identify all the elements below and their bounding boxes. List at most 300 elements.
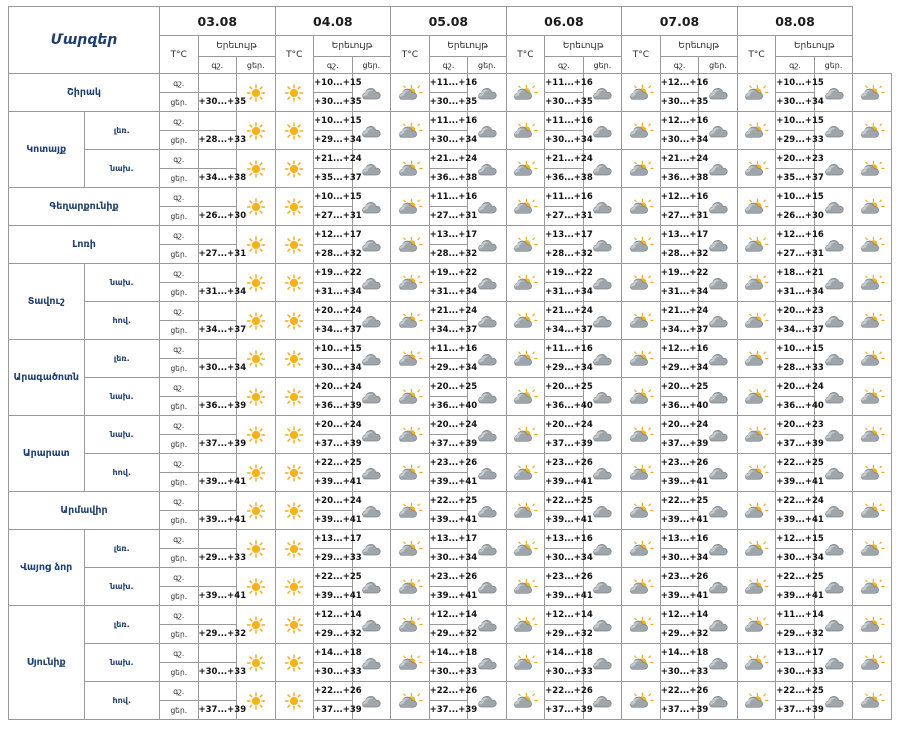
night-col-header-3: գշ. bbox=[545, 57, 584, 74]
day-weather-icon bbox=[737, 188, 776, 226]
day-label-cell: ցեր. bbox=[160, 549, 199, 568]
table-row bbox=[9, 226, 892, 245]
table-header bbox=[9, 7, 892, 74]
temperature-cell bbox=[198, 74, 237, 93]
temperature-cell: +29...+32 bbox=[545, 625, 584, 644]
day-weather-icon bbox=[622, 606, 661, 644]
temperature-cell: +39...+41 bbox=[545, 473, 584, 492]
temperature-cell: +22...+26 bbox=[660, 682, 699, 701]
temp-col-header-4: T°C bbox=[622, 36, 661, 74]
temperature-cell: +37...+39 bbox=[429, 701, 468, 720]
zone-name-cell: նախ. bbox=[84, 378, 160, 416]
temperature-cell: +29...+34 bbox=[429, 359, 468, 378]
zone-name-cell: հով. bbox=[84, 682, 160, 720]
temperature-cell: +37...+39 bbox=[198, 435, 237, 454]
day-weather-icon bbox=[275, 340, 314, 378]
day-weather-icon bbox=[737, 416, 776, 454]
day-weather-icon bbox=[275, 264, 314, 302]
night-label-cell: գշ. bbox=[160, 226, 199, 245]
day-weather-icon bbox=[737, 568, 776, 606]
table-row bbox=[9, 188, 892, 207]
temperature-cell: +10...+15 bbox=[314, 188, 353, 207]
temperature-cell: +12...+17 bbox=[314, 226, 353, 245]
day-weather-icon bbox=[622, 74, 661, 112]
day-weather-icon bbox=[853, 644, 892, 682]
day-label-cell: ցեր. bbox=[160, 283, 199, 302]
temperature-cell: +11...+16 bbox=[429, 112, 468, 131]
day-weather-icon bbox=[506, 606, 545, 644]
day-weather-icon bbox=[506, 530, 545, 568]
temperature-cell: +29...+32 bbox=[776, 625, 815, 644]
temperature-cell: +31...+34 bbox=[660, 283, 699, 302]
temperature-cell: +11...+16 bbox=[429, 340, 468, 359]
day-weather-icon bbox=[622, 454, 661, 492]
temperature-cell: +30...+35 bbox=[198, 93, 237, 112]
day-label-cell: ցեր. bbox=[160, 473, 199, 492]
temperature-cell: +10...+15 bbox=[314, 340, 353, 359]
day-weather-icon bbox=[506, 150, 545, 188]
temp-col-header-0: T°C bbox=[160, 36, 199, 74]
temperature-cell: +27...+31 bbox=[776, 245, 815, 264]
region-name-cell: Լոռի bbox=[9, 226, 160, 264]
day-label-cell: ցեր. bbox=[160, 169, 199, 188]
temperature-cell: +12...+14 bbox=[314, 606, 353, 625]
temperature-cell: +39...+41 bbox=[776, 587, 815, 606]
region-name-cell: Արագածոտն bbox=[9, 340, 85, 416]
day-weather-icon bbox=[737, 340, 776, 378]
temperature-cell bbox=[198, 150, 237, 169]
temperature-cell: +29...+33 bbox=[776, 131, 815, 150]
day-weather-icon bbox=[391, 112, 430, 150]
temperature-cell bbox=[198, 682, 237, 701]
table-row bbox=[9, 454, 892, 473]
temperature-cell: +12...+15 bbox=[776, 530, 815, 549]
temperature-cell: +37...+39 bbox=[545, 435, 584, 454]
zone-name-cell: լեռ. bbox=[84, 606, 160, 644]
temperature-cell: +30...+33 bbox=[660, 663, 699, 682]
temperature-cell: +22...+26 bbox=[314, 682, 353, 701]
temperature-cell: +39...+41 bbox=[545, 587, 584, 606]
temperature-cell: +21...+24 bbox=[660, 302, 699, 321]
temperature-cell bbox=[198, 644, 237, 663]
temperature-cell: +21...+24 bbox=[429, 150, 468, 169]
temperature-cell: +37...+39 bbox=[314, 701, 353, 720]
day-weather-icon bbox=[391, 606, 430, 644]
night-col-header-1: գշ. bbox=[314, 57, 353, 74]
temperature-cell: +23...+26 bbox=[545, 568, 584, 587]
night-label-cell: գշ. bbox=[160, 606, 199, 625]
date-header-3: 06.08 bbox=[506, 7, 622, 36]
temperature-cell bbox=[198, 188, 237, 207]
temperature-cell: +23...+26 bbox=[429, 454, 468, 473]
temperature-cell: +20...+25 bbox=[545, 378, 584, 397]
temperature-cell: +29...+32 bbox=[429, 625, 468, 644]
day-col-header-0: ցեր. bbox=[237, 57, 276, 74]
temperature-cell: +34...+37 bbox=[198, 321, 237, 340]
day-weather-icon bbox=[622, 340, 661, 378]
temperature-cell: +14...+18 bbox=[429, 644, 468, 663]
day-weather-icon bbox=[391, 226, 430, 264]
temperature-cell: +30...+34 bbox=[776, 549, 815, 568]
day-weather-icon bbox=[853, 74, 892, 112]
temperature-cell: +22...+24 bbox=[776, 492, 815, 511]
temperature-cell: +30...+34 bbox=[429, 131, 468, 150]
temperature-cell: +31...+34 bbox=[776, 283, 815, 302]
day-weather-icon bbox=[737, 226, 776, 264]
table-row bbox=[9, 568, 892, 587]
day-weather-icon bbox=[622, 112, 661, 150]
temperature-cell: +26...+30 bbox=[198, 207, 237, 226]
night-label-cell: գշ. bbox=[160, 492, 199, 511]
day-label-cell: ցեր. bbox=[160, 625, 199, 644]
temperature-cell: +20...+24 bbox=[429, 416, 468, 435]
sky-col-header-4: Երեւույթ bbox=[660, 36, 737, 57]
temperature-cell: +37...+39 bbox=[429, 435, 468, 454]
temperature-cell: +36...+40 bbox=[776, 397, 815, 416]
temperature-cell: +30...+35 bbox=[660, 93, 699, 112]
temperature-cell: +30...+35 bbox=[545, 93, 584, 112]
temperature-cell: +13...+17 bbox=[660, 226, 699, 245]
day-label-cell: ցեր. bbox=[160, 587, 199, 606]
day-weather-icon bbox=[622, 150, 661, 188]
day-weather-icon bbox=[853, 264, 892, 302]
temperature-cell: +11...+14 bbox=[776, 606, 815, 625]
day-weather-icon bbox=[275, 644, 314, 682]
zone-name-cell: լեռ. bbox=[84, 112, 160, 150]
day-weather-icon bbox=[853, 112, 892, 150]
temperature-cell: +10...+15 bbox=[776, 112, 815, 131]
day-weather-icon bbox=[853, 568, 892, 606]
temperature-cell: +39...+41 bbox=[314, 473, 353, 492]
temperature-cell: +30...+33 bbox=[314, 663, 353, 682]
temperature-cell: +29...+34 bbox=[660, 359, 699, 378]
temperature-cell: +35...+37 bbox=[776, 169, 815, 188]
night-label-cell: գշ. bbox=[160, 302, 199, 321]
temperature-cell: +37...+39 bbox=[776, 701, 815, 720]
temperature-cell: +12...+16 bbox=[660, 74, 699, 93]
day-weather-icon bbox=[853, 302, 892, 340]
zone-name-cell: հով. bbox=[84, 302, 160, 340]
header-row-dates bbox=[9, 7, 892, 36]
zone-name-cell: նախ. bbox=[84, 416, 160, 454]
day-weather-icon bbox=[737, 378, 776, 416]
temperature-cell: +30...+33 bbox=[429, 663, 468, 682]
day-weather-icon bbox=[391, 302, 430, 340]
temperature-cell: +20...+24 bbox=[660, 416, 699, 435]
day-weather-icon bbox=[737, 644, 776, 682]
table-row bbox=[9, 112, 892, 131]
day-label-cell: ցեր. bbox=[160, 93, 199, 112]
temperature-cell: +37...+39 bbox=[545, 701, 584, 720]
temperature-cell: +10...+15 bbox=[314, 112, 353, 131]
temperature-cell: +28...+32 bbox=[429, 245, 468, 264]
day-weather-icon bbox=[275, 112, 314, 150]
night-label-cell: գշ. bbox=[160, 340, 199, 359]
temperature-cell: +28...+32 bbox=[314, 245, 353, 264]
day-label-cell: ցեր. bbox=[160, 397, 199, 416]
sky-col-header-2: Երեւույթ bbox=[429, 36, 506, 57]
temperature-cell: +10...+15 bbox=[776, 340, 815, 359]
temperature-cell: +28...+32 bbox=[545, 245, 584, 264]
temperature-cell: +39...+41 bbox=[660, 473, 699, 492]
temperature-cell: +19...+22 bbox=[314, 264, 353, 283]
temperature-cell: +22...+25 bbox=[776, 454, 815, 473]
temperature-cell: +21...+24 bbox=[660, 150, 699, 169]
night-label-cell: գշ. bbox=[160, 150, 199, 169]
temperature-cell: +29...+33 bbox=[314, 549, 353, 568]
temperature-cell: +27...+31 bbox=[429, 207, 468, 226]
temperature-cell: +19...+22 bbox=[545, 264, 584, 283]
temp-col-header-2: T°C bbox=[391, 36, 430, 74]
temperature-cell: +11...+16 bbox=[545, 188, 584, 207]
day-weather-icon bbox=[737, 682, 776, 720]
night-col-header-2: գշ. bbox=[429, 57, 468, 74]
day-label-cell: ցեր. bbox=[160, 321, 199, 340]
day-weather-icon bbox=[275, 416, 314, 454]
temperature-cell: +12...+14 bbox=[545, 606, 584, 625]
day-weather-icon bbox=[737, 606, 776, 644]
day-col-header-3: ցեր. bbox=[583, 57, 622, 74]
temperature-cell bbox=[198, 454, 237, 473]
temperature-cell: +36...+40 bbox=[429, 397, 468, 416]
temperature-cell: +20...+24 bbox=[545, 416, 584, 435]
day-weather-icon bbox=[853, 226, 892, 264]
temperature-cell: +30...+33 bbox=[198, 663, 237, 682]
temperature-cell: +13...+16 bbox=[660, 530, 699, 549]
day-weather-icon bbox=[391, 264, 430, 302]
day-weather-icon bbox=[506, 378, 545, 416]
temperature-cell: +27...+31 bbox=[660, 207, 699, 226]
temperature-cell: +12...+14 bbox=[660, 606, 699, 625]
temperature-cell: +22...+25 bbox=[429, 492, 468, 511]
temperature-cell: +20...+24 bbox=[776, 378, 815, 397]
temperature-cell: +20...+23 bbox=[776, 150, 815, 169]
region-name-cell: Սյունիք bbox=[9, 606, 85, 720]
day-weather-icon bbox=[275, 74, 314, 112]
temperature-cell bbox=[198, 416, 237, 435]
temperature-cell: +36...+40 bbox=[660, 397, 699, 416]
day-weather-icon bbox=[737, 264, 776, 302]
temperature-cell: +39...+41 bbox=[429, 511, 468, 530]
temperature-cell: +34...+37 bbox=[545, 321, 584, 340]
date-header-2: 05.08 bbox=[391, 7, 507, 36]
temperature-cell: +39...+41 bbox=[545, 511, 584, 530]
temperature-cell: +29...+33 bbox=[198, 549, 237, 568]
temperature-cell: +30...+34 bbox=[776, 93, 815, 112]
day-weather-icon bbox=[391, 492, 430, 530]
temp-col-header-3: T°C bbox=[506, 36, 545, 74]
temperature-cell: +14...+18 bbox=[314, 644, 353, 663]
day-weather-icon bbox=[853, 454, 892, 492]
temperature-cell: +22...+26 bbox=[545, 682, 584, 701]
day-weather-icon bbox=[622, 226, 661, 264]
sky-col-header-5: Երեւույթ bbox=[776, 36, 853, 57]
day-weather-icon bbox=[622, 416, 661, 454]
temperature-cell: +28...+33 bbox=[198, 131, 237, 150]
table-row bbox=[9, 340, 892, 359]
day-weather-icon bbox=[622, 264, 661, 302]
zone-name-cell: նախ. bbox=[84, 644, 160, 682]
night-col-header-4: գշ. bbox=[660, 57, 699, 74]
temperature-cell: +39...+41 bbox=[198, 473, 237, 492]
night-label-cell: գշ. bbox=[160, 112, 199, 131]
day-col-header-1: ցեր. bbox=[352, 57, 391, 74]
day-label-cell: ցեր. bbox=[160, 207, 199, 226]
temperature-cell: +37...+39 bbox=[314, 435, 353, 454]
day-weather-icon bbox=[391, 378, 430, 416]
day-weather-icon bbox=[737, 454, 776, 492]
temperature-cell: +11...+16 bbox=[429, 188, 468, 207]
temperature-cell: +13...+16 bbox=[545, 530, 584, 549]
night-label-cell: գշ. bbox=[160, 416, 199, 435]
day-weather-icon bbox=[506, 416, 545, 454]
day-col-header-5: ցեր. bbox=[814, 57, 853, 74]
temperature-cell: +39...+41 bbox=[429, 473, 468, 492]
table-row bbox=[9, 416, 892, 435]
night-label-cell: գշ. bbox=[160, 74, 199, 93]
temperature-cell: +39...+41 bbox=[198, 587, 237, 606]
day-weather-icon bbox=[506, 682, 545, 720]
day-weather-icon bbox=[275, 378, 314, 416]
temperature-cell: +13...+17 bbox=[429, 530, 468, 549]
day-weather-icon bbox=[622, 530, 661, 568]
temperature-cell: +29...+34 bbox=[545, 359, 584, 378]
date-header-5: 08.08 bbox=[737, 7, 853, 36]
date-header-4: 07.08 bbox=[622, 7, 738, 36]
table-row bbox=[9, 606, 892, 625]
night-label-cell: գշ. bbox=[160, 682, 199, 701]
temperature-cell bbox=[198, 568, 237, 587]
table-body bbox=[9, 74, 892, 720]
day-weather-icon bbox=[391, 74, 430, 112]
day-weather-icon bbox=[391, 416, 430, 454]
temperature-cell: +26...+30 bbox=[776, 207, 815, 226]
temperature-cell: +39...+41 bbox=[660, 587, 699, 606]
temperature-cell: +14...+18 bbox=[545, 644, 584, 663]
temperature-cell: +11...+16 bbox=[429, 74, 468, 93]
temperature-cell: +29...+34 bbox=[314, 131, 353, 150]
temperature-cell bbox=[198, 530, 237, 549]
day-weather-icon bbox=[853, 530, 892, 568]
temperature-cell: +34...+37 bbox=[660, 321, 699, 340]
day-weather-icon bbox=[506, 264, 545, 302]
day-weather-icon bbox=[506, 112, 545, 150]
table-row bbox=[9, 492, 892, 511]
temperature-cell: +36...+40 bbox=[545, 397, 584, 416]
temperature-cell: +20...+24 bbox=[314, 492, 353, 511]
temperature-cell: +29...+32 bbox=[198, 625, 237, 644]
day-weather-icon bbox=[506, 302, 545, 340]
day-weather-icon bbox=[737, 492, 776, 530]
temperature-cell bbox=[198, 340, 237, 359]
day-weather-icon bbox=[275, 568, 314, 606]
day-weather-icon bbox=[275, 150, 314, 188]
temperature-cell: +28...+32 bbox=[660, 245, 699, 264]
temperature-cell: +39...+41 bbox=[314, 511, 353, 530]
temperature-cell: +23...+26 bbox=[660, 568, 699, 587]
day-weather-icon bbox=[737, 302, 776, 340]
temperature-cell: +21...+24 bbox=[545, 150, 584, 169]
temperature-cell: +31...+34 bbox=[545, 283, 584, 302]
temperature-cell: +28...+33 bbox=[776, 359, 815, 378]
temperature-cell: +35...+37 bbox=[314, 169, 353, 188]
temperature-cell: +19...+22 bbox=[660, 264, 699, 283]
temperature-cell: +29...+32 bbox=[314, 625, 353, 644]
region-name-cell: Կոտայք bbox=[9, 112, 85, 188]
day-weather-icon bbox=[853, 188, 892, 226]
night-label-cell: գշ. bbox=[160, 454, 199, 473]
day-weather-icon bbox=[275, 188, 314, 226]
temperature-cell: +11...+16 bbox=[545, 74, 584, 93]
temperature-cell: +30...+34 bbox=[198, 359, 237, 378]
region-name-cell: Արմավիր bbox=[9, 492, 160, 530]
temperature-cell: +22...+25 bbox=[660, 492, 699, 511]
night-label-cell: գշ. bbox=[160, 188, 199, 207]
temperature-cell: +11...+16 bbox=[545, 112, 584, 131]
temperature-cell: +22...+25 bbox=[314, 568, 353, 587]
temperature-cell: +11...+16 bbox=[545, 340, 584, 359]
region-name-cell: Տավուշ bbox=[9, 264, 85, 340]
day-weather-icon bbox=[853, 378, 892, 416]
day-weather-icon bbox=[275, 226, 314, 264]
temperature-cell: +20...+24 bbox=[314, 302, 353, 321]
table-row bbox=[9, 150, 892, 169]
day-weather-icon bbox=[853, 150, 892, 188]
day-weather-icon bbox=[506, 644, 545, 682]
temperature-cell: +12...+14 bbox=[429, 606, 468, 625]
day-weather-icon bbox=[391, 188, 430, 226]
temperature-cell: +19...+22 bbox=[429, 264, 468, 283]
temperature-cell: +13...+17 bbox=[314, 530, 353, 549]
temperature-cell: +13...+17 bbox=[429, 226, 468, 245]
temperature-cell: +34...+38 bbox=[198, 169, 237, 188]
night-col-header-5: գշ. bbox=[776, 57, 815, 74]
day-weather-icon bbox=[275, 492, 314, 530]
weather-forecast-table-page bbox=[0, 6, 900, 743]
temperature-cell: +37...+39 bbox=[660, 435, 699, 454]
temperature-cell: +30...+33 bbox=[545, 663, 584, 682]
temperature-cell: +18...+21 bbox=[776, 264, 815, 283]
day-weather-icon bbox=[275, 302, 314, 340]
day-weather-icon bbox=[853, 492, 892, 530]
temperature-cell: +21...+24 bbox=[429, 302, 468, 321]
table-row bbox=[9, 74, 892, 93]
day-weather-icon bbox=[391, 644, 430, 682]
temperature-cell: +39...+41 bbox=[314, 587, 353, 606]
temp-col-header-1: T°C bbox=[275, 36, 314, 74]
temperature-cell: +29...+32 bbox=[660, 625, 699, 644]
temperature-cell bbox=[198, 606, 237, 625]
temperature-cell: +14...+18 bbox=[660, 644, 699, 663]
zone-name-cell: նախ. bbox=[84, 264, 160, 302]
temperature-cell bbox=[198, 264, 237, 283]
day-weather-icon bbox=[275, 682, 314, 720]
forecast-table bbox=[8, 6, 892, 720]
day-weather-icon bbox=[506, 492, 545, 530]
zone-name-cell: լեռ. bbox=[84, 530, 160, 568]
temperature-cell: +39...+41 bbox=[198, 511, 237, 530]
temp-col-header-5: T°C bbox=[737, 36, 776, 74]
day-weather-icon bbox=[737, 530, 776, 568]
day-weather-icon bbox=[853, 682, 892, 720]
day-col-header-2: ցեր. bbox=[468, 57, 507, 74]
temperature-cell: +36...+38 bbox=[545, 169, 584, 188]
temperature-cell bbox=[198, 226, 237, 245]
temperature-cell: +39...+41 bbox=[429, 587, 468, 606]
temperature-cell: +39...+41 bbox=[660, 511, 699, 530]
date-header-1: 04.08 bbox=[275, 7, 391, 36]
night-label-cell: գշ. bbox=[160, 264, 199, 283]
